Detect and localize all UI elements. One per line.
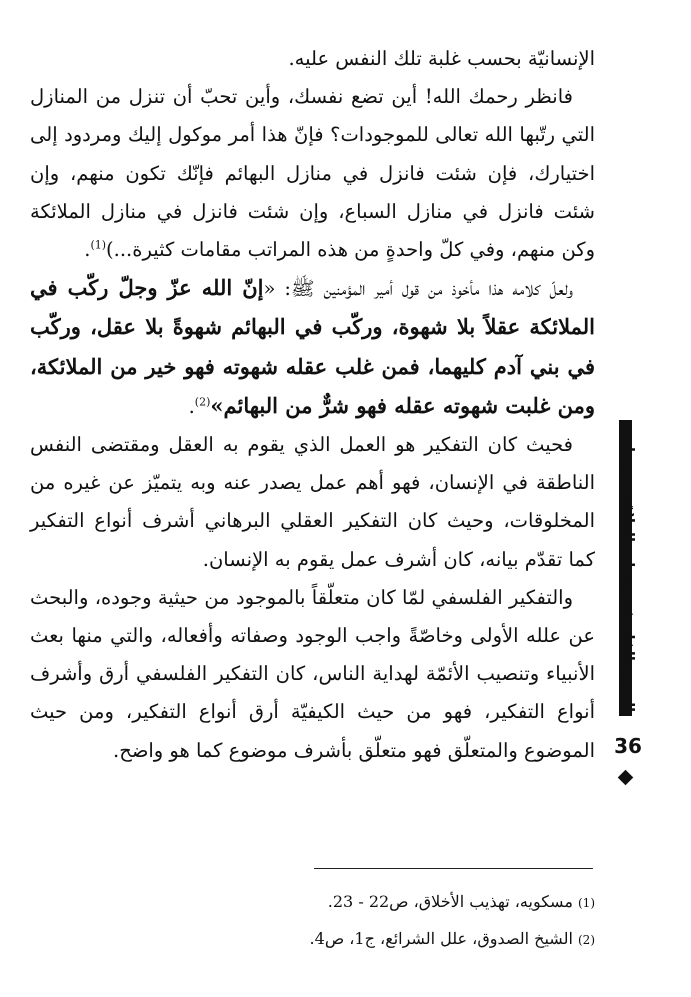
footnotes [200, 884, 595, 958]
diamond-ornament-icon [618, 770, 634, 786]
side-running-title: الدين والفلسفة وجدلية العلاقة بينهما [620, 446, 636, 712]
paragraph-4: فحيث كان التفكير هو العمل الذي يقوم به العقل ومقتضى النفس الناطقة في الإنسان، فهو أهم عمل يصدر عنه وبه يتميّز عن غيره من المخلوقات، وحيث كان التفكير العقلي البرهاني أشرف أنواع التفكير كما تقدّم بيانه، كان أشرف عمل يقوم به الإنسان. [30, 433, 595, 571]
footnote-text: الشيخ الصدوق، علل الشرائع، ج1، ص4. [309, 929, 573, 948]
footnote-text: مسكويه، تهذيب الأخلاق، ص22 - 23. [327, 892, 573, 911]
footnote-2 [200, 921, 595, 958]
quote-close-mark: » [210, 392, 224, 418]
paragraph-3-lead: ولعلّ كلامه هذا مأخوذ من قول أمير المؤمنين ﷺ: « [263, 277, 573, 301]
paragraph-1: الإنسانيّة بحسب غلبة تلك النفس عليه. [288, 47, 595, 70]
footnote-mark: (2) [577, 933, 595, 947]
footnote-ref-1: (1) [90, 238, 107, 252]
paragraph-2: فانظر رحمك الله! أين تضع نفسك، وأين تحبّ أن تنزل من المنازل التي رتّبها الله تعالى للموجودات؟ فإنّ هذا أمر موكول إليك ومردود إلى اختيارك، فإن شئت فانزل في منازل البهائم فإنّك تكون منهم، وإن شئت فانزل في منازل السباع، وإن شئت فانزل في منازل الملائكة وكن منهم، وفي كلّ واحدةٍ من هذه المراتب مقامات كثيرة...)$^{(1)}$. [30, 85, 595, 262]
footnote-ref-2: (2) [194, 395, 211, 409]
footnote-1 [200, 884, 595, 921]
hadith-quote: إنّ الله عزّ وجلّ ركّب في الملائكة عقلاً بلا شهوة، وركّب في البهائم شهوةً بلا عقل، وركّب في بني آدم كليهما، فمن غلب عقله شهوته فهو خير من الملائكة، ومن غلبت شهوته عقله فهو شرٌّ من البهائم [30, 275, 595, 418]
page-number: 36 [614, 734, 642, 758]
footnote-separator [314, 868, 593, 869]
paragraph-2-text: فانظر رحمك الله! أين تضع نفسك، وأين تحبّ أن تنزل من المنازل التي رتّبها الله تعالى للموجودات؟ فإنّ هذا أمر موكول إليك ومردود إلى اختيارك، فإن شئت فانزل في منازل البهائم فإنّك تكون منهم، وإن شئت فانزل في منازل السباع، وإن شئت فانزل في منازل الملائكة وكن منهم، وفي كلّ واحدةٍ من هذه المراتب مقامات كثيرة...) [30, 85, 595, 262]
paragraph-5: والتفكير الفلسفي لمّا كان متعلّقاً بالموجود من حيثية وجوده، والبحث عن علله الأولى وخاصّةً واجب الوجود وصفاته وأفعاله، والتي منها بعث الأنبياء وتنصيب الأئمّة لهداية الناس، كان التفكير الفلسفي أرق وأشرف أنواع التفكير، فهو من حيث الكيفيّة أرق أنواع التفكير، ومن حيث الموضوع والمتعلّق فهو متعلّق بأشرف موضوع كما هو واضح. [30, 585, 595, 762]
paragraph-3-end: . [188, 394, 195, 418]
page-body [30, 40, 595, 770]
paragraph-3 [30, 269, 595, 426]
footnote-mark: (1) [577, 896, 595, 910]
